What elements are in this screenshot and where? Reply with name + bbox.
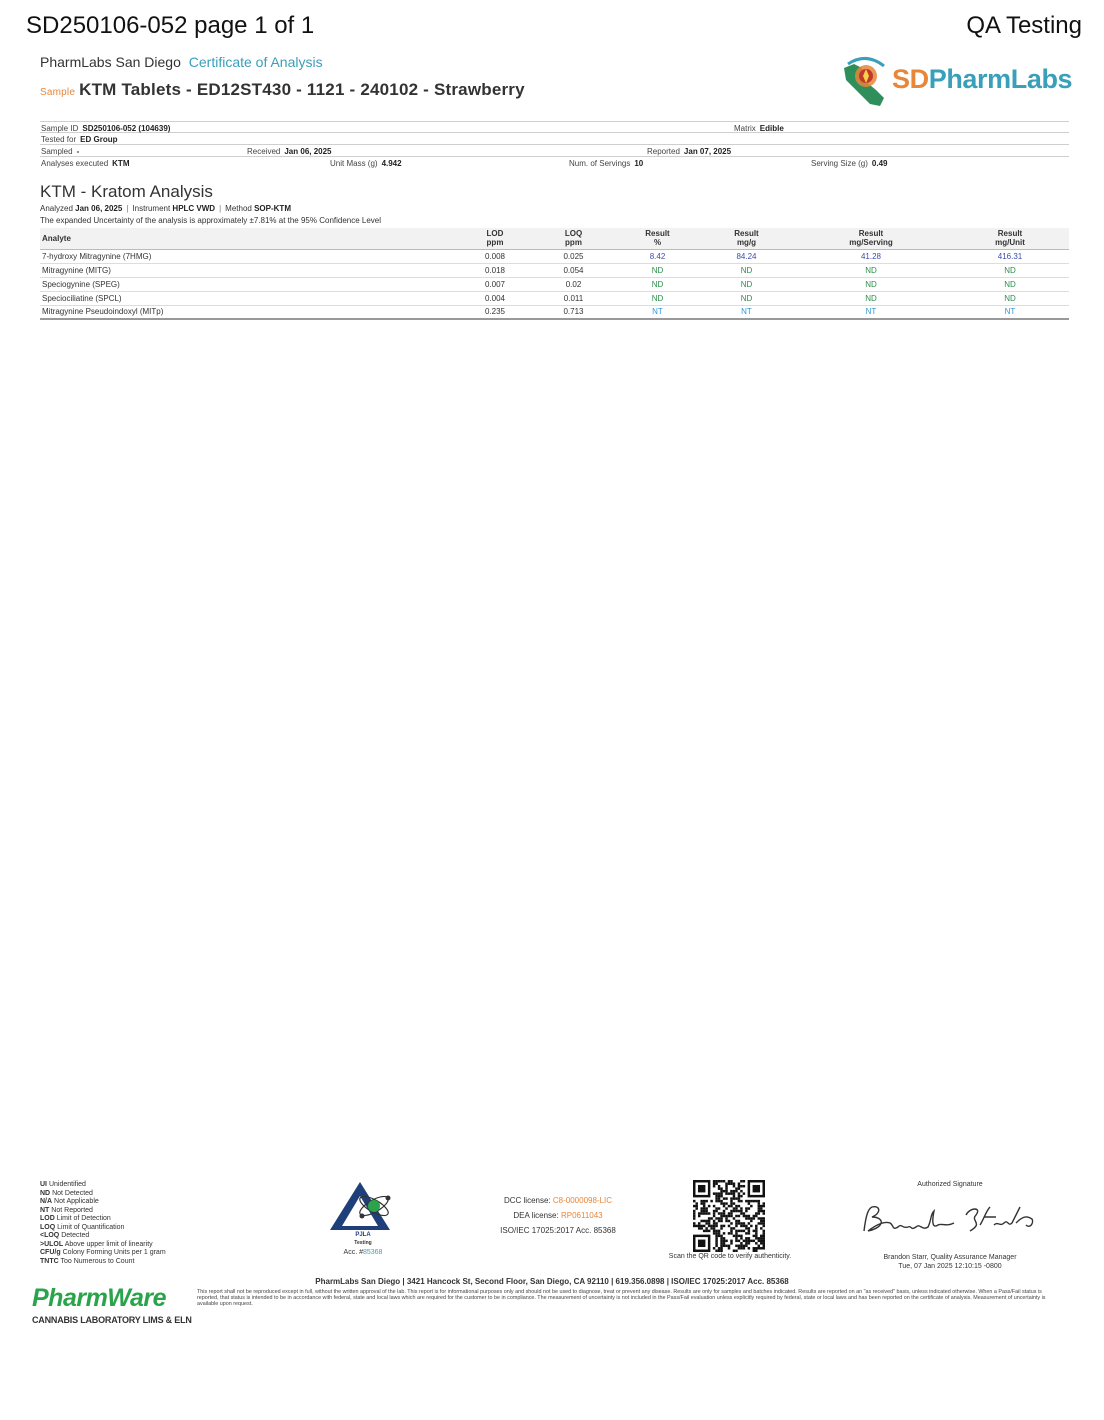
tested-for: ED Group (80, 135, 118, 144)
analyte-name: Speciogynine (SPEG) (40, 277, 456, 291)
analyte-name: Mitragynine (MITG) (40, 263, 456, 277)
legend-item: UI Unidentified (40, 1181, 86, 1188)
analyses-executed: KTM (112, 159, 130, 168)
page-header (26, 10, 1082, 42)
analysis-title: KTM - Kratom Analysis (40, 182, 213, 201)
analyzed-date: Jan 06, 2025 (75, 204, 123, 213)
unit-mass: 4.942 (381, 159, 402, 168)
logo-wordmark: SDPharmLabs (892, 64, 1073, 94)
signature-timestamp: Tue, 07 Jan 2025 12:10:15 -0800 (898, 1263, 1002, 1270)
result-pct: ND (613, 263, 702, 277)
california-logo-icon (836, 54, 892, 110)
result-mgg: 84.24 (702, 249, 791, 263)
legend-item: TNTC Too Numerous to Count (40, 1257, 135, 1265)
pharmware-logo (30, 1284, 192, 1332)
uncertainty-note: The expanded Uncertainty of the analysis is approximately ±7.81% at the 95% Confidence Level (40, 216, 382, 225)
table-row (40, 277, 1069, 291)
sdpharmlabs-logo (836, 54, 1073, 110)
result-mgg: NT (702, 305, 791, 319)
sample-id: SD250106-052 (104639) (82, 124, 171, 133)
signer-name-title: Brandon Starr, Quality Assurance Manager (883, 1254, 1017, 1261)
result-mgunit: ND (951, 263, 1069, 277)
legend-item: NT Not Reported (40, 1206, 93, 1214)
col-header-result-pct: Result % (613, 228, 702, 249)
result-mgserving: ND (791, 277, 951, 291)
dea-license: DEA license: RP0611043 (513, 1211, 603, 1220)
lod-value: 0.018 (456, 263, 534, 277)
col-header-result-mgunit: Result mg/Unit (951, 228, 1069, 249)
pharmware-tagline: CANNABIS LABORATORY LIMS & ELN (32, 1315, 192, 1325)
results-table (40, 228, 1069, 320)
col-header-result-mgserving: Result mg/Serving (791, 228, 951, 249)
lod-value: 0.007 (456, 277, 534, 291)
license-block (470, 1193, 646, 1238)
pharmware-wordmark: PharmWare (32, 1284, 166, 1312)
sampled: - (76, 147, 80, 156)
legend-item: N/A Not Applicable (40, 1198, 99, 1205)
sample-title (40, 80, 525, 100)
result-mgserving: 41.28 (791, 249, 951, 263)
doc-type: Certificate of Analysis (188, 54, 323, 70)
instrument: HPLC VWD (172, 204, 216, 213)
num-servings: 10 (634, 159, 644, 168)
legend-item: CFU/g Colony Forming Units per 1 gram (40, 1249, 166, 1256)
abbreviation-legend (40, 1181, 166, 1266)
result-mgg: ND (702, 291, 791, 305)
loq-value: 0.713 (534, 305, 613, 319)
method: SOP-KTM (254, 204, 291, 213)
info-row: Sample ID SD250106-052 (104639) Matrix Edible (40, 121, 1069, 133)
analyte-name: Speciociliatine (SPCL) (40, 291, 456, 305)
qr-code-icon[interactable] (693, 1180, 765, 1252)
dcc-license: DCC license: C8-0000098-LIC (503, 1196, 613, 1205)
result-mgunit: 416.31 (951, 249, 1069, 263)
table-row (40, 291, 1069, 305)
pjla-acc: Acc. #85368 (343, 1249, 383, 1256)
sample-tag: Sample (40, 87, 76, 98)
pjla-sub: Testing (354, 1240, 372, 1246)
reported-date: Jan 07, 2025 (683, 147, 732, 156)
sample-info-table (40, 121, 1069, 169)
qr-caption: Scan the QR code to verify authenticity. (668, 1253, 792, 1260)
sample-name: KTM Tablets - ED12ST430 - 1121 - 240102 - Strawberry (79, 80, 525, 99)
table-row (40, 305, 1069, 319)
iso-accreditation: ISO/IEC 17025:2017 Acc. 85368 (500, 1226, 616, 1235)
table-row (40, 249, 1069, 263)
received-date: Jan 06, 2025 (284, 147, 332, 156)
loq-value: 0.025 (534, 249, 613, 263)
serving-size: 0.49 (871, 159, 888, 168)
pjla-name: PJLA (355, 1232, 371, 1238)
col-header-analyte: Analyte (40, 228, 456, 249)
handwritten-signature (858, 1201, 1048, 1237)
lab-title (40, 54, 323, 70)
analyte-name: Mitragynine Pseudoindoxyl (MITp) (40, 305, 456, 319)
legend-item: >ULOL Above upper limit of linearity (40, 1240, 153, 1248)
report-id: SD250106-052 page 1 of 1 (26, 12, 315, 39)
lod-value: 0.004 (456, 291, 534, 305)
footer-address: PharmLabs San Diego | 3421 Hancock St, Second Floor, San Diego, CA 92110 | 619.356.0898 | ISO/IEC 17025:2017 Acc. 85368 (315, 1277, 789, 1286)
col-header-loq: LOQ ppm (534, 228, 613, 249)
loq-value: 0.054 (534, 263, 613, 277)
legend-item: <LOQ Detected (40, 1232, 90, 1239)
matrix: Edible (759, 124, 784, 133)
results-header-row (40, 228, 1069, 249)
result-pct: ND (613, 277, 702, 291)
result-pct: 8.42 (613, 249, 702, 263)
table-row (40, 263, 1069, 277)
result-pct: ND (613, 291, 702, 305)
result-mgserving: ND (791, 263, 951, 277)
footer-disclaimer: This report shall not be reproduced except in full, without the written approval of the lab. This report is for informational purposes only and should not be used to diagnose, treat or prevent any disease. Results are only for samples and batches indicated. Results are reported on an "as received" basis, unless indicated otherwise. When a Pass/Fail status is reported, that status is intended to be in accordance with federal, state and local laws which are required for the customer to be in compliance. The measurement of uncertainty is not included in the Pass/Fail evaluation unless explicitly required by federal, state or local laws and has been reported on the certificate of analysis. Measurement of uncertainty is available upon request. (197, 1289, 1046, 1307)
qa-testing-label: QA Testing (966, 12, 1082, 39)
result-mgunit: ND (951, 277, 1069, 291)
signer-info (850, 1253, 1050, 1271)
result-mgunit: NT (951, 305, 1069, 319)
result-mgunit: ND (951, 291, 1069, 305)
lod-value: 0.235 (456, 305, 534, 319)
lod-value: 0.008 (456, 249, 534, 263)
col-header-lod: LOD ppm (456, 228, 534, 249)
loq-value: 0.02 (534, 277, 613, 291)
analysis-meta: Analyzed Jan 06, 2025 | Instrument HPLC VWD | Method SOP-KTM (40, 204, 291, 213)
lab-name: PharmLabs San Diego (40, 54, 181, 70)
col-header-result-mgg: Result mg/g (702, 228, 791, 249)
result-pct: NT (613, 305, 702, 319)
result-mgg: ND (702, 277, 791, 291)
info-row: Analyses executed KTM Unit Mass (g) 4.942 Num. of Servings 10 Serving Size (g) 0.49 (41, 159, 888, 168)
info-row: Tested for ED Group (40, 133, 1069, 145)
result-mgserving: ND (791, 291, 951, 305)
legend-item: LOQ Limit of Quantification (40, 1223, 125, 1231)
legend-item: ND Not Detected (40, 1189, 93, 1197)
info-row: Sampled - Received Jan 06, 2025 Reported Jan 07, 2025 (40, 145, 1069, 157)
analyte-name: 7-hydroxy Mitragynine (7HMG) (40, 249, 456, 263)
legend-item: LOD Limit of Detection (40, 1215, 111, 1222)
result-mgg: ND (702, 263, 791, 277)
pjla-accreditation (330, 1180, 396, 1260)
result-mgserving: NT (791, 305, 951, 319)
signature-label: Authorized Signature (917, 1181, 983, 1188)
pjla-logo-icon (330, 1180, 396, 1232)
signature-block (850, 1181, 1050, 1270)
loq-value: 0.011 (534, 291, 613, 305)
